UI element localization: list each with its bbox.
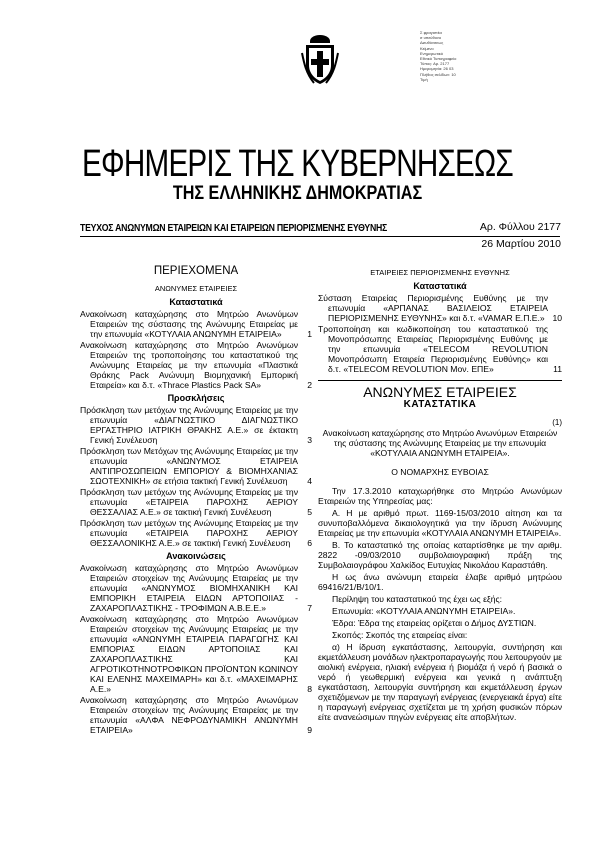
issue-date: 26 Μαρτίου 2010 [481,238,561,250]
section-heading: Καταστατικά [413,281,467,291]
toc-entry[interactable] [80,446,312,486]
toc-page-number: 6 [307,538,312,548]
notice-intro: Ανακοίνωση καταχώρησης στο Μητρώο Ανωνύμων Εταιρειών της σύστασης της Ανώνυμης Εταιρείας με την επωνυμία «ΚΟΤΥΛΑΙΑ ΑΝΩΝΥΜΗ ΕΤΑΙΡΕΙΑ». [322,428,558,458]
toc-page-number: 9 [307,725,312,735]
toc-page-number: 2 [307,380,312,390]
body-column [318,266,562,724]
side-note-line: Διευθύνσεως [420,40,444,46]
toc-entry[interactable] [80,614,312,694]
toc-page-number: 4 [307,476,312,486]
header-rule [80,236,560,237]
toc-entry-text: Ανακοίνωση καταχώρησης στο Μητρώο Ανωνύμων Εταιρειών στοιχείων της Ανώνυμης Εταιρείας με την επωνυμία «ΑΛΦΑ ΝΕΦΡΟΔΥΝΑΜΙΚΗ ΑΝΩΝΥΜΗ ΕΤΑΙΡΕΙΑ» [80,695,298,735]
issuing-authority: Ο ΝΟΜΑΡΧΗΣ ΕΥΒΟΙΑΣ [391,467,489,477]
header-side-note [420,30,480,82]
toc-entry-text: Τροποποίηση και κωδικοποίηση του καταστατικού της Μονοπρόσωπης Εταιρείας Περιορισμένης Ευθύνης με την επωνυμία «TELECOM REVOLUTION Μονοπρόσωπη Εταιρεία Περιορισμένης Ευθύνης» και δ.τ. «TELECOM REVOLUTION Μον. ΕΠΕ» [318,324,548,374]
toc-entry[interactable] [80,340,312,390]
side-note-line: Ημερομηνία: 26 03 [420,66,454,72]
body-paragraph: Β. Το καταστατικό της οποίας καταρτίσθηκε με την αριθμ. 2822 -09/03/2010 συμβολαιογραφική πράξη της Συμβολαιογράφου Χαλκίδος Ευτυχίας Νικολάου Καραστάθη. [318,540,562,570]
toc-entry-text: Ανακοίνωση καταχώρησης στο Μητρώο Ανωνύμων Εταιρειών στοιχείων της Ανώνυμης Εταιρείας με την επωνυμία «ΑΝΩΝΥΜΟΣ ΒΙΟΜΗΧΑΝΙΚΗ ΚΑΙ ΕΜΠΟΡΙΚΗ ΕΤΑΙΡΕΙΑ ΕΙΔΩΝ ΑΡΤΟΠΟΙΙΑΣ - ΖΑΧΑΡΟΠΛΑΣΤΙΚΗΣ - ΤΡΟΦΙΜΩΝ Α.Β.Ε.Ε.» [80,563,298,613]
toc-entry[interactable] [80,405,312,445]
toc-page-number: 1 [307,329,312,339]
section-heading: Προσκλήσεις [167,393,225,403]
category-heading: ΑΝΩΝΥΜΕΣ ΕΤΑΙΡΕΙΕΣ [154,284,238,293]
toc-entry-text: Πρόσκληση των Μετόχων της Ανώνυμης Εταιρείας με την επωνυμία «ΑΝΩΝΥΜΟΣ ΕΤΑΙΡΕΙΑ ΑΝΤΙΠΡΟΣΩΠΕΙΩΝ ΕΜΠΟΡΙΟΥ & ΒΙΟΜΗΧΑΝΙΑΣ ΣΩΟΤΕΧΝΙΚΗ» σε ετήσια τακτική Γενική Συνέλευση [80,446,299,486]
spacer [318,479,562,486]
side-note-line: Σ φραγιστέα [420,30,442,35]
contents-column [80,266,312,736]
side-note-line: Ενημερωτικό [420,50,443,56]
side-note-line: Κείμενο [420,45,434,51]
gazette-title: ΕΦΗΜΕΡΙΣ ΤΗΣ ΚΥΒΕΡΝΗΣΕΩΣ [82,143,513,185]
sheet-number: Αρ. Φύλλου 2177 [479,221,561,233]
side-note-line: Εθνικό Τυπογραφείο [420,56,457,62]
toc-entry-text: Σύσταση Εταιρείας Περιορισμένης Ευθύνης με την επωνυμία «ΑΡΠΑΝΑΣ ΒΑΣΙΛΕΙΟΣ ΕΤΑΙΡΕΙΑ ΠΕΡΙΟΡΙΣΜΕΝΗΣ ΕΥΘΥΝΗΣ» και δ.τ. «VAMAR Ε.Π.Ε.» [318,293,548,323]
contents-heading: ΠΕΡΙΕΧΟΜΕΝΑ [153,265,239,277]
item-number: (1) [552,418,562,427]
gazette-subtitle: ΤΗΣ ΕΛΛΗΝΙΚΗΣ ΔΗΜΟΚΡΑΤΙΑΣ [172,183,423,204]
toc-page-number: 10 [552,313,562,323]
toc-entry-text: Ανακοίνωση καταχώρησης στο Μητρώο Ανωνύμων Εταιρειών στοιχείων της Ανώνυμης Εταιρείας με την επωνυμία «ΑΝΩΝΥΜΗ ΕΤΑΙΡΕΙΑ ΠΑΡΑΓΩΓΗΣ ΚΑΙ ΕΜΠΟΡΙΑΣ ΕΙΔΩΝ ΑΡΤΟΠΟΙΙΑΣ ΚΑΙ ΖΑΧΑΡΟΠΛΑΣΤΙΚΗΣ ΚΑΙ ΑΓΡΟΤΙΚΟΤΗΝΟΤΡΟΦΙΚΩΝ ΠΡΟΪΟΝΤΩΝ ΚΩΝΙΝΟΥ ΚΑΙ ΕΛΕΝΗΣ ΜΑΧΕΙΜΑΡΗ» και δ.τ. «ΜΑΧΕΙΜΑΡΗΣ Α.Ε.» [80,614,298,694]
toc-entry[interactable] [318,324,562,374]
toc-entry[interactable] [80,309,312,339]
body-paragraph: Την 17.3.2010 καταχωρήθηκε στο Μητρώο Ανωνύμων Εταιρειών της Υπηρεσίας μας: [318,486,562,506]
toc-entry-text: Πρόσκληση των μετόχων της Ανώνυμης Εταιρείας με την επωνυμία «ΔΙΑΓΝΩΣΤΙΚΟ ΔΙΑΓΝΩΣΤΙΚΟ ΕΡΓΑΣΤΗΡΙΟ ΙΑΤΡΙΚΗ ΘΡΑΚΗΣ Α.Ε.» σε έκτακτη Γενική Συνέλευση [80,405,298,445]
subsection-title: ΚΑΤΑΣΤΑΤΙΚΑ [403,399,477,410]
toc-entry-text: Ανακοίνωση καταχώρησης στο Μητρώο Ανωνύμων Εταιρειών της σύστασης της Ανώνυμης Εταιρείας με την επωνυμία «ΚΟΤΥΛΑΙΑ ΑΝΩΝΥΜΗ ΕΤΑΙΡΕΙΑ» [80,309,298,339]
toc-page-number: 11 [553,364,562,374]
side-note-line: σ υπεύθυνο [420,35,442,41]
toc-entry[interactable] [80,518,312,548]
section-heading: Ανακοινώσεις [166,551,226,561]
side-note-line: Τιμή [420,76,428,82]
toc-page-number: 8 [307,684,312,694]
spacer [318,460,562,467]
body-paragraph: Σκοπός: Σκοπός της εταιρείας είναι: [332,630,468,640]
body-paragraph: Η ως άνω ανώνυμη εταιρεία έλαβε αριθμό μητρώου 69416/21/Β/10/1. [318,572,562,592]
body-paragraph: Περίληψη του καταστατικού της έχει ως εξής: [332,594,503,604]
toc-entry[interactable] [80,695,312,735]
toc-page-number: 7 [307,603,312,613]
toc-page-number: 5 [307,507,312,517]
toc-entry[interactable] [80,563,312,613]
side-note-line: Πλήθος σελίδων: 10 [420,71,456,77]
toc-entry[interactable] [318,293,562,323]
toc-page-number: 3 [307,435,312,445]
toc-entry[interactable] [80,487,312,517]
toc-entry-text: Πρόσκληση των μετόχων της Ανώνυμης Εταιρείας με την επωνυμία «ΕΤΑΙΡΕΙΑ ΠΑΡΟΧΗΣ ΑΕΡΙΟΥ ΘΕΣΣΑΛΙΑΣ Α.Ε.» σε τακτική Γενική Συνέλευση [80,487,298,517]
side-note-line: Τύπος: Αρ. 2177 [420,61,450,67]
section-heading: Καταστατικά [169,297,223,307]
coat-of-arms-icon [300,33,340,87]
toc-entry-text: Ανακοίνωση καταχώρησης στο Μητρώο Ανωνύμων Εταιρειών της τροποποίησης του καταστατικού της Ανώνυμης Εταιρείας με την επωνυμία «Πλαστικά Θράκης Pack Ανώνυμη Βιομηχανική Εμπορική Εταιρεία» και δ.τ. «Thrace Plastics Pack SA» [80,340,298,390]
body-paragraph: Έδρα: Έδρα της εταιρείας ορίζεται ο Δήμος ΔΥΣΤΙΩΝ. [332,618,537,628]
body-paragraph: α) Η ίδρυση εγκατάστασης, λειτουργία, συντήρηση και εκμετάλλευση μονάδων ηλεκτροπαραγωγής που λειτουργούν με αιολική ενέργεια, ηλιακή ενέργεια ή βιομάζα ή νερό ή βασικά ο νερό ή γεωθερμική ενέργεια και γενικά η ανάπτυξη εγκατάσταση, λειτουργία συντήρηση και εκμετάλλευση έργων σχετιζόμενων με την παραγωγή ενέργειας (ενεργειακά έργα) είτε η παραγωγή ενέργειας σχετίζεται με τη χρήση φυσικών πόρων είτε ανανεώσιμων πηγών ενέργειας είτε αποβλήτων. [318,642,562,722]
body-paragraph: Επωνυμία: «ΚΟΤΥΛΑΙΑ ΑΝΩΝΥΜΗ ΕΤΑΙΡΕΙΑ». [332,606,516,616]
issue-label: ΤΕΥΧΟΣ ΑΝΩΝΥΜΩΝ ΕΤΑΙΡΕΙΩΝ ΚΑΙ ΕΤΑΙΡΕΙΩΝ ΠΕΡΙΟΡΙΣΜΕΝΗΣ ΕΥΘΥΝΗΣ [80,222,388,234]
body-paragraph: Α. Η με αριθμό πρωτ. 1169-15/03/2010 αίτηση και τα συνυποβαλλόμενα δικαιολογητικά για την ίδρυση Ανώνυμης Εταιρείας με την επωνυμία «ΚΟΤΥΛΑΙΑ ΑΝΩΝΥΜΗ ΕΤΑΙΡΕΙΑ». [318,508,562,538]
toc-entry-text: Πρόσκληση των μετόχων της Ανώνυμης Εταιρείας με την επωνυμία «ΕΤΑΙΡΕΙΑ ΠΑΡΟΧΗΣ ΑΕΡΙΟΥ ΘΕΣΣΑΛΟΝΙΚΗΣ Α.Ε.» σε τακτική Γενική Συνέλευση [80,518,298,548]
category-heading: ΕΤΑΙΡΕΙΕΣ ΠΕΡΙΟΡΙΣΜΕΝΗΣ ΕΥΘΥΝΗΣ [370,268,510,277]
section-title: ΑΝΩΝΥΜΕΣ ΕΤΑΙΡΕΙΕΣ [318,380,562,397]
